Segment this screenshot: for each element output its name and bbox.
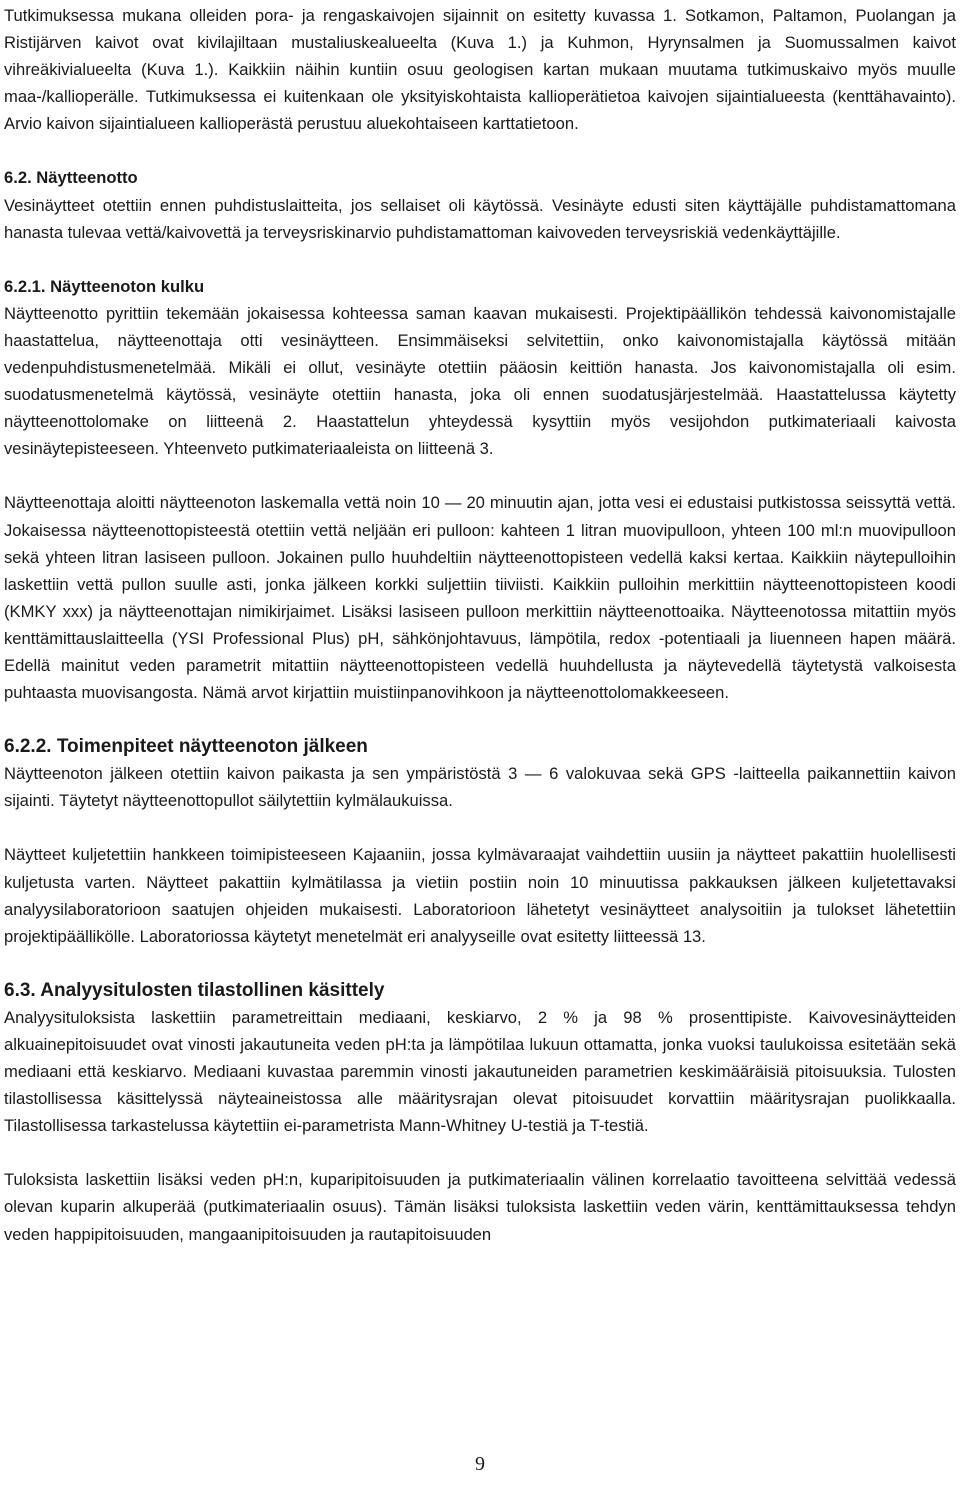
- section-6-2-1-paragraph-1: Näytteenotto pyrittiin tekemään jokaisessa kohteessa saman kaavan mukaisesti. Projektipäällikön tehdessä kaivonomistajalle haastattelua, näytteenottaja otti vesinäytteen. Ensimmäiseksi selvitettiin, onko kaivonomistajalla käytössä mitään vedenpuhdistusmenetelmää. Mikäli ei ollut, vesinäyte otettiin pääosin keittiön hanasta. Jos kaivonomistajalla oli esim. suodatusmenetelmä käytössä, vesinäyte otettiin hanasta, joka oli ennen suodatusjärjestelmää. Haastattelussa käytetty näytteenottolomake on liitteenä 2. Haastattelun yhteydessä kysyttiin myös vesijohdon putkimateriaali kaivosta vesinäytepisteeseen. Yhteenveto putkimateriaaleista on liitteenä 3.: [4, 303, 956, 459]
- spacer: [4, 137, 956, 164]
- section-6-2-2-paragraph-1: Näytteenoton jälkeen otettiin kaivon paikasta ja sen ympäristöstä 3 — 6 valokuvaa sekä GPS -laitteella paikannettiin kaivon sijainti. Täytetyt näytteenottopullot säilytettiin kylmälaukuissa.: [4, 764, 956, 811]
- section-6-2-2-paragraph-2: Näytteet kuljetettiin hankkeen toimipisteeseen Kajaaniin, jossa kylmävaraajat vaihdettiin uusiin ja näytteet pakattiin huolellisesti kuljetusta varten. Näytteet pakattiin kylmätilassa ja vietiin postiin noin 10 minuutissa pakkauksen jälkeen kuljetettavaksi analyysilaboratorioon saatujen ohjeiden mukaisesti. Laboratorioon lähetetyt vesinäytteet analysoitiin ja tulokset lähetettiin projektipäällikölle. Laboratoriossa käytetyt menetelmät eri analyyseille ovat esitetty liitteessä 13.: [4, 845, 956, 946]
- spacer: [4, 246, 956, 273]
- section-6-2-1-paragraph-2: Näytteenottaja aloitti näytteenoton laskemalla vettä noin 10 — 20 minuutin ajan, jotta vesi ei edustaisi putkistossa seissyttä vettä. Jokaisessa näytteenottopisteestä otettiin vettä neljään eri pulloon: kahteen 1 litran muovipulloon, yhteen 100 ml:n muovipulloon sekä yhteen litran lasiseen pulloon. Jokainen pullo huuhdeltiin näytteenottopisteen vedellä kaksi kertaa. Kaikkiin näytepulloihin laskettiin vettä pullon suulle asti, jonka jälkeen korkki suljettiin tiiviisti. Kaikkiin pulloihin merkittiin näytteenottopisteen koodi (KMKY xxx) ja näytteenottajan nimikirjaimet. Lisäksi lasiseen pulloon merkittiin näytteenottoaika. Näytteenotossa mitattiin myös kenttämittauslaitteella (YSI Professional Plus) pH, sähkönjohtavuus, lämpötila, redox -potentiaali ja liuenneen hapen määrä. Edellä mainitut veden parametrit mitattiin näytteenottopisteen vedellä huuhdellusta ja näytevedellä täytetystä valkoisesta puhtaasta muovisangosta. Nämä arvot kirjattiin muistiinpanovihkoon ja näytteenottolomakkeeseen.: [4, 493, 956, 703]
- section-6-2-paragraph: Vesinäytteet otettiin ennen puhdistuslaitteita, jos sellaiset oli käytössä. Vesinäyte edusti siten käyttäjälle puhdistamattomana hanasta tulevaa vettä/kaivovettä ja terveysriskinarvio puhdistamattoman kaivoveden terveysriskiä vedenkäyttäjille.: [4, 195, 956, 242]
- section-6-3-paragraph-2: Tuloksista laskettiin lisäksi veden pH:n, kuparipitoisuuden ja putkimateriaalin välinen korrelaatio tavoitteena selvittää vedessä olevan kuparin alkuperää (putkimateriaalin osuus). Tämän lisäksi tuloksista laskettiin veden värin, kenttämittauksessa tehdyn veden happipitoisuuden, mangaanipitoisuuden ja rautapitoisuuden: [4, 1170, 956, 1244]
- spacer: [4, 814, 956, 841]
- page-number: 9: [475, 1453, 485, 1475]
- document-page: [4, 2, 956, 1248]
- section-heading-6-2: 6.2. Näytteenotto: [4, 168, 138, 188]
- section-heading-6-2-1: 6.2.1. Näytteenoton kulku: [4, 276, 205, 296]
- spacer: [4, 1139, 956, 1166]
- spacer: [4, 950, 956, 977]
- section-6-3-paragraph-1: Analyysituloksista laskettiin parametreittain mediaani, keskiarvo, 2 % ja 98 % prosenttipiste. Kaivovesinäytteiden alkuainepitoisuudet ovat vinosti jakautuneita veden pH:ta ja lämpötilaa lukuun ottamatta, jonka vuoksi taulukoissa esitetään sekä mediaani että keskiarvo. Mediaani kuvastaa paremmin vinosti jakautuneiden parametrien keskimääräisiä pitoisuuksia. Tulosten tilastollisessa käsittelyssä näyteaineistossa alle määritysrajan olevat pitoisuudet korvattiin määritysrajan puolikkaalla. Tilastollisessa tarkastelussa käytettiin ei-parametrista Mann-Whitney U-testiä ja T-testiä.: [4, 1007, 956, 1136]
- intro-paragraph: Tutkimuksessa mukana olleiden pora- ja rengaskaivojen sijainnit on esitetty kuvassa 1. Sotkamon, Paltamon, Puolangan ja Ristijärven kaivot ovat kivilajiltaan mustaliuskealueelta (Kuva 1.) ja Kuhmon, Hyrynsalmen ja Suomussalmen kaivot vihreäkivialueelta (Kuva 1.). Kaikkiin näihin kuntiin osuu geologisen kartan mukaan muutama tutkimuskaivo myös muulle maa-/kallioperälle. Tutkimuksessa ei kuitenkaan ole yksityiskohtaista kallioperätietoa kaivojen sijaintialueesta (kenttähavainto). Arvio kaivon sijaintialueen kallioperästä perustuu aluekohtaiseen karttatietoon.: [4, 6, 956, 134]
- spacer: [4, 706, 956, 733]
- spacer: [4, 462, 956, 489]
- section-heading-6-2-2: 6.2.2. Toimenpiteet näytteenoton jälkeen: [4, 736, 368, 758]
- section-heading-6-3: 6.3. Analyysitulosten tilastollinen käsittely: [4, 979, 385, 1001]
